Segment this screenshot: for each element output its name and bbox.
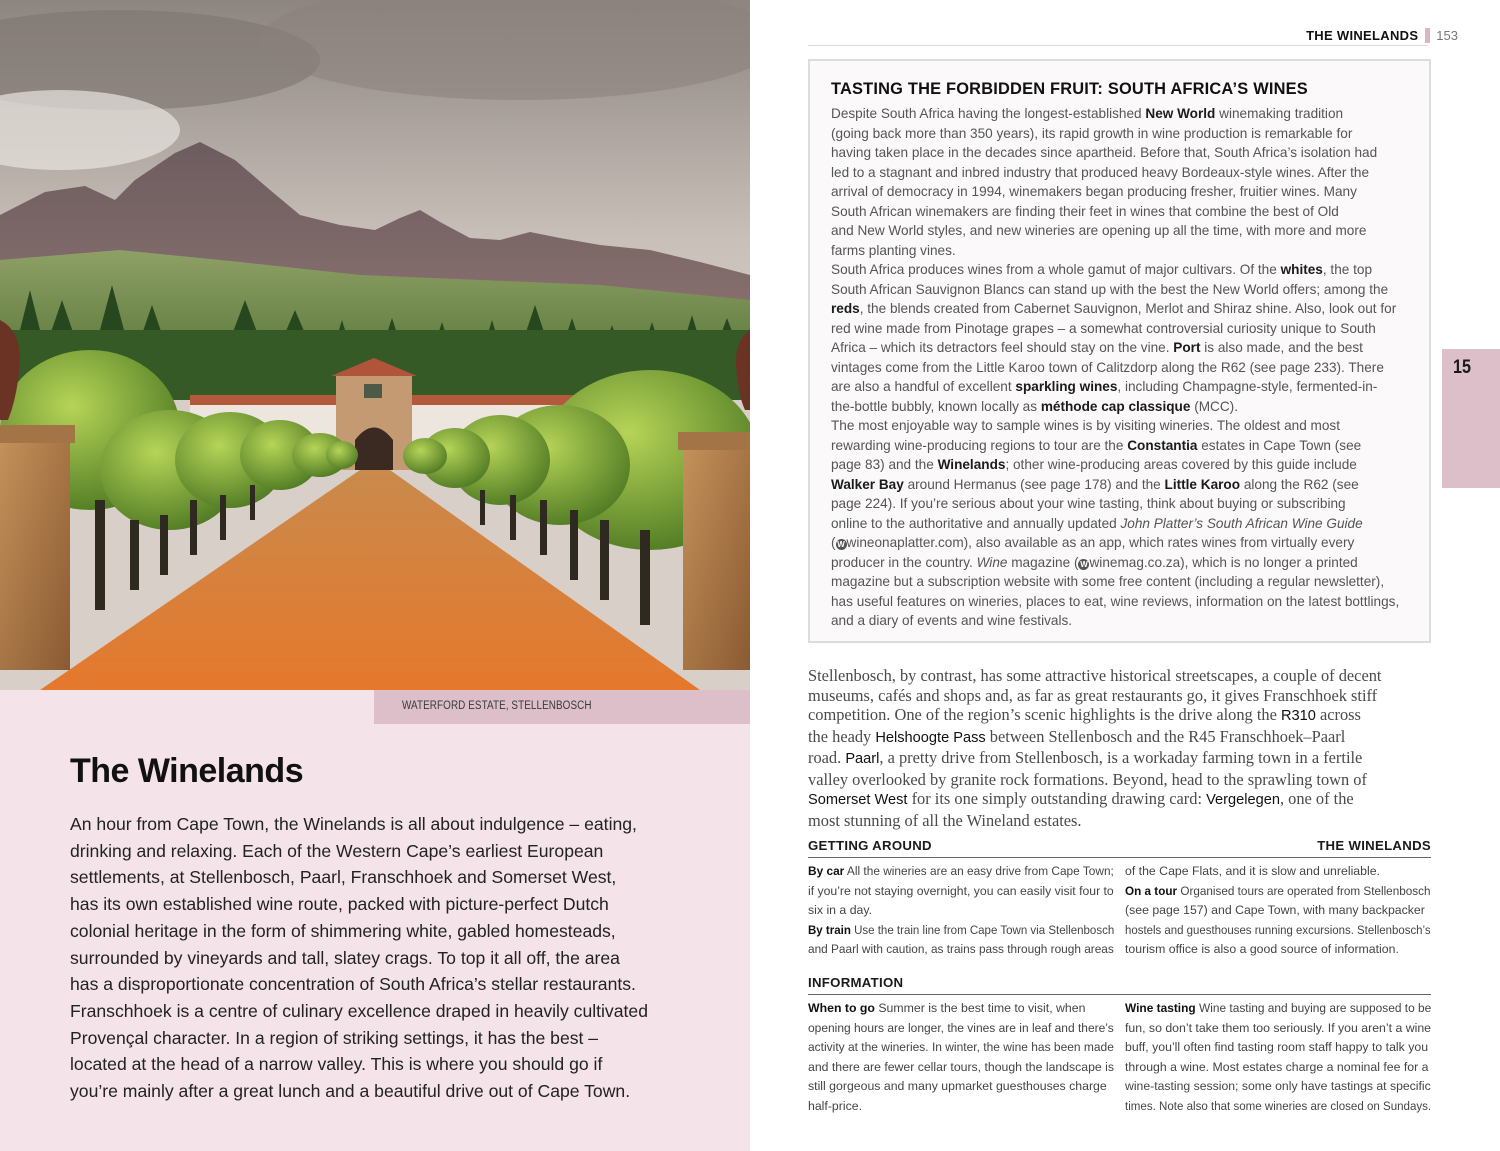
text-line: rewarding wine-producing regions to tour are the Constantia estates in Cape Town (see (831, 437, 1362, 453)
text-line: Africa – which its detractors feel should stay on the vine. Port is also made, and the best (831, 340, 1363, 355)
text-line: and Paarl with caution, as trains pass through rough areas (808, 942, 1114, 956)
chapter-number: 15 (1453, 357, 1471, 378)
getting-around-region: THE WINELANDS (1317, 838, 1431, 853)
text-line: are also a handful of excellent sparkling wines, including Champagne-style, fermented-in- (831, 379, 1378, 394)
photo-caption-bar (374, 690, 750, 724)
intro-line: surrounded by vineyards and tall, slatey crags. To top it all off, the area (70, 947, 620, 968)
text-line: The most enjoyable way to sample wines is by visiting wineries. The oldest and most (831, 418, 1340, 433)
text-line: South African winemakers are finding their feet in wines that combine the best of Old (831, 203, 1339, 219)
bold-term: Paarl (845, 751, 880, 767)
intro-paragraph (70, 811, 680, 1105)
intro-line: settlements, at Stellenbosch, Paarl, Franschhoek and Somerset West, (70, 867, 617, 888)
text-line: page 224). If you’re serious about your wine tasting, think about buying or subscribing (831, 496, 1346, 511)
text-line: if you’re not staying overnight, you can easily visit four to (808, 883, 1114, 898)
text-line: and a diary of events and wine festivals. (831, 613, 1073, 628)
bold-term: whites (1280, 262, 1323, 277)
text-line: When to go Summer is the best time to visit, when (808, 1001, 1086, 1015)
text-line: most stunning of all the Wineland estates. (808, 810, 1082, 830)
text-line: of the Cape Flats, and it is slow and unreliable. (1125, 864, 1380, 878)
text-line: wine-tasting session; some only have tastings at specific (1125, 1079, 1431, 1093)
boxout-title: TASTING THE FORBIDDEN FRUIT: SOUTH AFRICA’S WINES (831, 80, 1308, 98)
intro-line: you’re mainly after a great lunch and a beautiful drive out of Cape Town. (70, 1081, 631, 1102)
bold-term: By train (808, 922, 851, 937)
text-line: still gorgeous and many upmarket guesthouses charge (808, 1079, 1107, 1093)
bold-term: By car (808, 864, 845, 878)
text-line: buff, you’ll often find tasting room staff happy to talk you (1125, 1040, 1429, 1054)
italic-title: John Platter’s South African Wine Guide (1120, 515, 1363, 531)
intro-line: colonial heritage in the form of shimmering white, gabled homesteads, (70, 920, 616, 941)
text-line: through a wine. Most estates charge a nominal fee for a (1125, 1059, 1429, 1074)
text-line: Stellenbosch, by contrast, has some attractive historical streetscapes, a couple of decent (808, 666, 1382, 685)
intro-line: has its own established wine route, packed with picture-perfect Dutch (70, 894, 609, 915)
text-line: On a tour Organised tours are operated from Stellenbosch (1125, 883, 1431, 898)
bold-term: Walker Bay (831, 476, 904, 492)
winery-photo (0, 0, 750, 690)
running-head (1306, 26, 1458, 44)
stellenbosch-paragraph (808, 666, 1433, 830)
text-line: fun, so don’t take them too seriously. If you aren’t a wine (1125, 1020, 1431, 1035)
running-head-divider (1425, 28, 1430, 43)
intro-line: Provençal character. In a region of striking settings, it has the best – (70, 1027, 599, 1048)
text-line: red wine made from Pinotage grapes – a somewhat controversial curiosity unique to South (831, 320, 1376, 336)
text-line: tourism office is also a good source of information. (1125, 942, 1399, 956)
text-line: farms planting vines. (831, 242, 956, 258)
text-line: magazine but a subscription website with some free content (including a regular newsletter), (831, 574, 1385, 589)
running-head-section: THE WINELANDS (1306, 27, 1419, 43)
text-line: By car All the wineries are an easy drive from Cape Town; (808, 864, 1114, 878)
bold-term: New World (1145, 106, 1216, 121)
bold-term: R310 (1280, 708, 1316, 724)
text-line: having taken place in the decades since apartheid. Before that, South Africa’s isolation had (831, 145, 1378, 160)
text-line: museums, cafés and shops and, as far as great restaurants go, it gives Franschhoek stiff (808, 685, 1378, 705)
information-col-right (1125, 999, 1431, 1116)
text-line: and New World styles, and new wineries are opening up all the time, with more and more (831, 223, 1367, 238)
text-line: has useful features on wineries, places to eat, wine reviews, information on the latest bottlings, (831, 593, 1400, 609)
italic-title: Wine (976, 554, 1008, 570)
web-globe-icon: W (837, 540, 845, 549)
bold-term: Somerset West (808, 792, 908, 808)
getting-around-col-right (1125, 862, 1431, 960)
getting-around-header (808, 838, 1431, 858)
text-line: page 83) and the Winelands; other wine-producing areas covered by this guide include (831, 457, 1357, 472)
bold-term: sparkling wines (1015, 379, 1118, 394)
bold-term: Constantia (1127, 437, 1198, 453)
bold-term: On a tour (1125, 883, 1178, 898)
text-line: online to the authoritative and annually updated John Platter’s South African Wine Guide (831, 515, 1363, 531)
chapter-title: The Winelands (70, 752, 304, 790)
text-line: producer in the country. Wine magazine ( W winemag.co.za), which is no longer a printed (831, 554, 1358, 570)
text-line: and there are fewer cellar tours, though the landscape is (808, 1059, 1115, 1074)
intro-line: An hour from Cape Town, the Winelands is all about indulgence – eating, (70, 814, 637, 834)
information-heading: INFORMATION (808, 975, 904, 990)
text-line: Somerset West for its one simply outstanding drawing card: Vergelegen, one of the (808, 789, 1354, 808)
text-line: opening hours are longer, the vines are in leaf and there’s (808, 1020, 1114, 1035)
bold-term: Little Karoo (1164, 476, 1241, 492)
bold-term: Port (1173, 340, 1201, 355)
text-line: arrival of democracy in 1994, winemakers began producing fresher, fruitier wines. Many (831, 184, 1357, 199)
text-line: Despite South Africa having the longest-established New World winemaking tradition (831, 106, 1344, 121)
bold-term: Vergelegen (1206, 792, 1280, 808)
text-line: (see page 157) and Cape Town, with many backpacker (1125, 903, 1425, 917)
text-line: the-bottle bubbly, known locally as méthode cap classique (MCC). (831, 398, 1238, 414)
text-line: the heady Helshoogte Pass between Stellenbosch and the R45 Franschhoek–Paarl (808, 726, 1346, 746)
text-line: reds, the blends created from Cabernet Sauvignon, Merlot and Shiraz shine. Also, look out for (831, 301, 1397, 316)
information-header (808, 975, 1431, 995)
text-line: hostels and guesthouses running excursions. Stellenbosch’s (1125, 922, 1431, 937)
bold-term: Helshoogte Pass (875, 729, 986, 746)
photo-caption: WATERFORD ESTATE, STELLENBOSCH (402, 700, 592, 712)
text-line: competition. One of the region’s scenic highlights is the drive along the R310 across (808, 705, 1361, 724)
bold-term: Winelands (937, 457, 1006, 472)
getting-around-col-left (808, 862, 1114, 960)
text-line: Wine tasting Wine tasting and buying are supposed to be (1125, 1001, 1432, 1015)
text-line: six in a day. (808, 903, 873, 917)
intro-line: drinking and relaxing. Each of the Western Cape’s earliest European (70, 840, 604, 861)
text-line: activity at the wineries. In winter, the wine has been made (808, 1040, 1114, 1054)
text-line: ( W wineonaplatter.com), also available as an app, which rates wines from virtually every (831, 535, 1355, 550)
web-globe-icon: W (1080, 559, 1088, 569)
text-line: By train Use the train line from Cape Town via Stellenbosch (808, 922, 1115, 937)
header-rule (808, 45, 1428, 46)
intro-line: has a disproportionate concentration of South Africa’s stellar restaurants. (70, 974, 636, 995)
wine-boxout (808, 59, 1431, 643)
bold-term: Wine tasting (1125, 1001, 1196, 1015)
intro-line: Franschhoek is a centre of culinary excellence draped in heavily cultivated (70, 1000, 648, 1021)
bold-term: méthode cap classique (1040, 398, 1191, 414)
bold-term: When to go (808, 1001, 875, 1015)
text-line: Walker Bay around Hermanus (see page 178) and the Little Karoo along the R62 (see (831, 476, 1359, 492)
text-line: South Africa produces wines from a whole gamut of major cultivars. Of the whites, the top (831, 262, 1372, 277)
intro-line: located at the head of a narrow valley. This is where you should go if (70, 1054, 603, 1075)
text-line: (going back more than 350 years), its rapid growth in wine production is remarkable for (831, 125, 1353, 141)
boxout-body (831, 104, 1421, 631)
page-number: 153 (1436, 27, 1458, 43)
text-line: vintages come from the Little Karoo town of Calitzdorp along the R62 (see page 233). There (831, 359, 1384, 375)
information-col-left (808, 999, 1114, 1116)
text-line: road. Paarl, a pretty drive from Stellenbosch, is a workaday farming town in a fertile (808, 748, 1363, 767)
text-line: valley overlooked by granite rock formations. Beyond, head to the sprawling town of (808, 769, 1367, 789)
bold-term: reds (831, 301, 860, 316)
chapter-thumb-tab[interactable] (1442, 349, 1500, 488)
text-line: times. Note also that some wineries are closed on Sundays. (1125, 1098, 1432, 1113)
text-line: led to a stagnant and inbred industry that produced heavy Bordeaux-style wines. After the (831, 164, 1370, 180)
getting-around-heading: GETTING AROUND (808, 838, 932, 853)
text-line: South African Sauvignon Blancs can stand up with the best the New World offers; among the (831, 281, 1389, 297)
text-line: half-price. (808, 1098, 862, 1113)
